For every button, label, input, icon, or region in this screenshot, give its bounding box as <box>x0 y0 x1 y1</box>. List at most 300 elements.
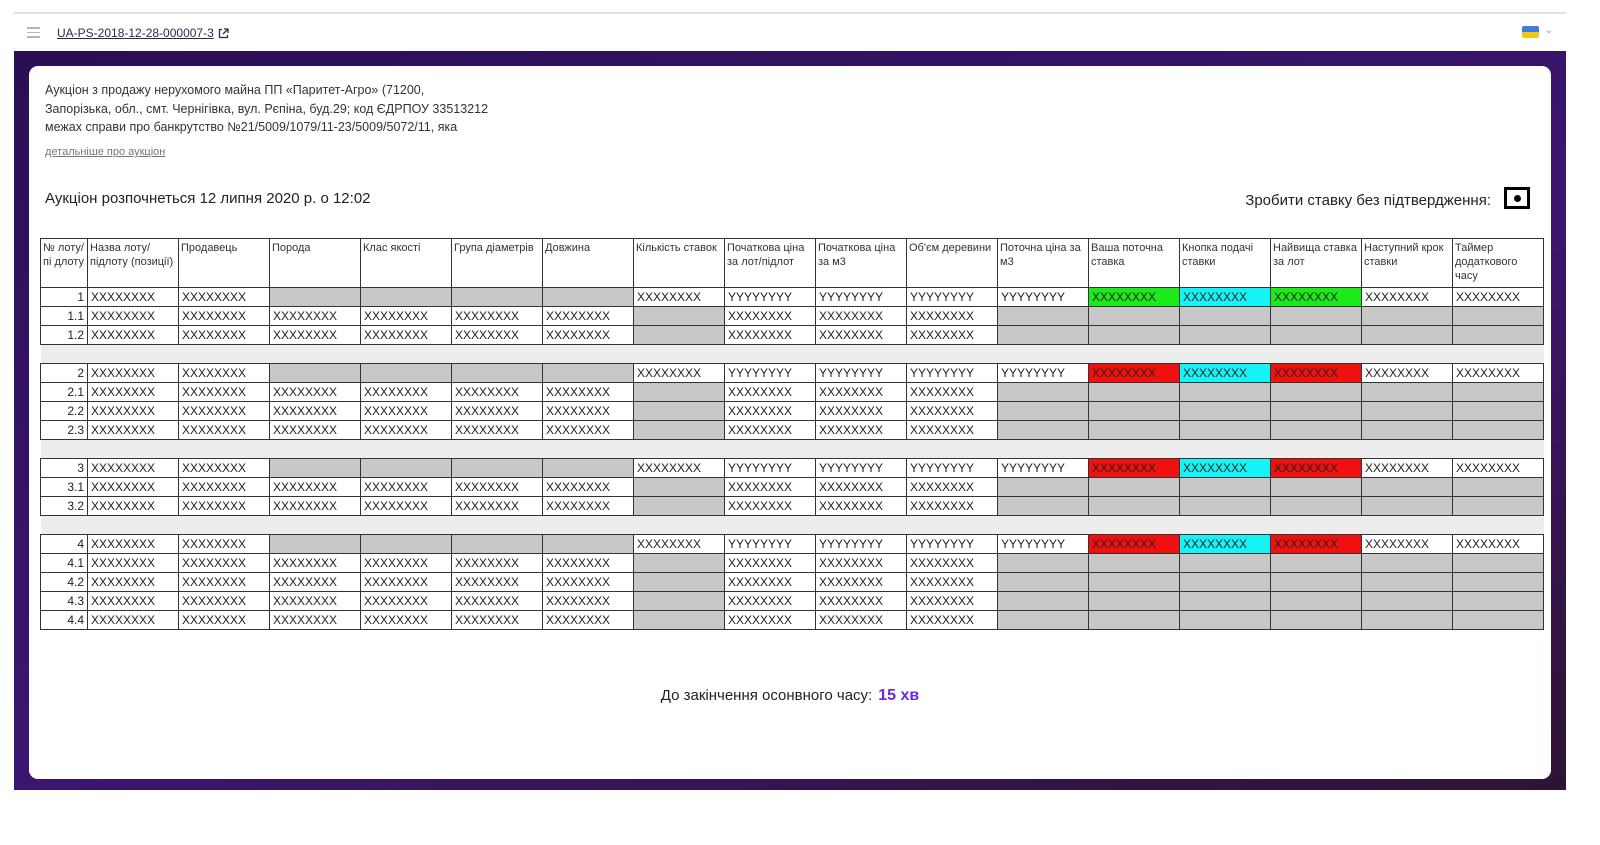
table-cell <box>1089 402 1180 421</box>
table-cell: XXXXXXXX <box>361 573 452 592</box>
lot-number-cell: 2 <box>41 364 88 383</box>
table-cell: YYYYYYYY <box>998 535 1089 554</box>
chevron-down-icon[interactable]: ⌄ <box>1544 25 1553 36</box>
table-cell <box>634 383 725 402</box>
table-cell: YYYYYYYY <box>816 288 907 307</box>
table-cell: YYYYYYYY <box>725 364 816 383</box>
table-cell: XXXXXXXX <box>361 402 452 421</box>
table-cell <box>1362 554 1453 573</box>
table-cell: YYYYYYYY <box>998 364 1089 383</box>
countdown-value: 15 хв <box>878 687 920 704</box>
table-cell <box>1271 497 1362 516</box>
column-header: Поточна ціна за м3 <box>998 239 1089 288</box>
table-cell <box>543 288 634 307</box>
table-cell <box>1453 402 1544 421</box>
table-cell: XXXXXXXX <box>88 288 179 307</box>
checkbox-dot-icon <box>1514 195 1521 202</box>
table-cell: XXXXXXXX <box>543 402 634 421</box>
table-cell: XXXXXXXX <box>1271 288 1362 307</box>
table-cell: XXXXXXXX <box>816 383 907 402</box>
table-cell: XXXXXXXX <box>725 421 816 440</box>
table-cell <box>361 288 452 307</box>
sublot-row <box>41 326 1544 345</box>
table-cell: XXXXXXXX <box>725 478 816 497</box>
table-cell: XXXXXXXX <box>725 573 816 592</box>
table-cell <box>1453 592 1544 611</box>
table-cell: XXXXXXXX <box>270 383 361 402</box>
table-cell: XXXXXXXX <box>179 421 270 440</box>
lot-row <box>41 288 1544 307</box>
table-cell: XXXXXXXX <box>1271 459 1362 478</box>
table-cell: XXXXXXXX <box>452 611 543 630</box>
table-cell: XXXXXXXX <box>452 326 543 345</box>
countdown <box>29 687 1551 705</box>
table-cell: XXXXXXXX <box>907 402 998 421</box>
table-cell <box>1271 383 1362 402</box>
table-cell <box>1089 307 1180 326</box>
lot-number-cell: 4.1 <box>41 554 88 573</box>
table-cell: YYYYYYYY <box>725 288 816 307</box>
table-cell: XXXXXXXX <box>634 364 725 383</box>
table-cell: XXXXXXXX <box>270 592 361 611</box>
table-cell: XXXXXXXX <box>179 554 270 573</box>
sublot-row <box>41 402 1544 421</box>
column-header: Продавець <box>179 239 270 288</box>
lot-number-cell: 2.3 <box>41 421 88 440</box>
table-cell: XXXXXXXX <box>361 554 452 573</box>
table-cell: XXXXXXXX <box>270 421 361 440</box>
table-cell: XXXXXXXX <box>270 573 361 592</box>
table-cell <box>1180 478 1271 497</box>
table-cell: XXXXXXXX <box>816 307 907 326</box>
table-cell <box>634 573 725 592</box>
table-cell <box>1362 326 1453 345</box>
table-cell: XXXXXXXX <box>543 421 634 440</box>
table-cell <box>998 497 1089 516</box>
lot-row <box>41 535 1544 554</box>
table-cell <box>634 307 725 326</box>
no-confirm-label: Зробити ставку без підтвердження: <box>1245 192 1491 209</box>
lot-number-cell: 4 <box>41 535 88 554</box>
table-cell: XXXXXXXX <box>88 478 179 497</box>
table-cell <box>1453 497 1544 516</box>
auction-card <box>29 66 1551 779</box>
table-cell: XXXXXXXX <box>179 288 270 307</box>
table-cell: XXXXXXXX <box>816 611 907 630</box>
table-cell <box>1180 573 1271 592</box>
table-cell: YYYYYYYY <box>725 459 816 478</box>
table-cell: XXXXXXXX <box>907 307 998 326</box>
table-cell: XXXXXXXX <box>179 573 270 592</box>
sublot-row <box>41 307 1544 326</box>
table-cell <box>998 478 1089 497</box>
table-cell: XXXXXXXX <box>725 307 816 326</box>
table-cell: XXXXXXXX <box>1362 459 1453 478</box>
auction-description: Аукціон з продажу нерухомого майна ПП «Паритет-Агро» (71200, Запорізька, обл., смт. Чернігівка, вул. Рєпіна, буд.29; код ЄДРПОУ 33513212 межах справи про банкрутство №21/5009/1079/11-23/5009/5072/11, яка <box>45 83 489 134</box>
table-cell: XXXXXXXX <box>907 611 998 630</box>
table-cell <box>1089 421 1180 440</box>
table-cell <box>634 497 725 516</box>
column-header: Група діаметрів <box>452 239 543 288</box>
column-header: Об'єм деревини <box>907 239 998 288</box>
sublot-row <box>41 592 1544 611</box>
table-cell: XXXXXXXX <box>543 592 634 611</box>
table-cell: XXXXXXXX <box>1362 535 1453 554</box>
table-cell: XXXXXXXX <box>816 421 907 440</box>
column-header: № лоту/пі длоту <box>41 239 88 288</box>
submit-bid-button[interactable]: XXXXXXXX <box>1180 364 1271 383</box>
table-cell: XXXXXXXX <box>88 459 179 478</box>
table-cell: XXXXXXXX <box>361 592 452 611</box>
sublot-row <box>41 478 1544 497</box>
column-header: Довжина <box>543 239 634 288</box>
submit-bid-button[interactable]: XXXXXXXX <box>1180 459 1271 478</box>
table-cell: XXXXXXXX <box>179 611 270 630</box>
table-cell: XXXXXXXX <box>88 307 179 326</box>
table-cell: XXXXXXXX <box>1089 459 1180 478</box>
table-cell: XXXXXXXX <box>816 573 907 592</box>
table-cell: XXXXXXXX <box>179 459 270 478</box>
table-cell: XXXXXXXX <box>634 459 725 478</box>
lot-number-cell: 3.1 <box>41 478 88 497</box>
table-cell: XXXXXXXX <box>179 535 270 554</box>
table-cell <box>1180 611 1271 630</box>
table-cell: XXXXXXXX <box>816 554 907 573</box>
top-bar <box>14 14 1566 51</box>
table-cell: XXXXXXXX <box>543 554 634 573</box>
table-cell <box>1362 402 1453 421</box>
table-cell: XXXXXXXX <box>816 402 907 421</box>
table-cell <box>634 421 725 440</box>
table-cell: XXXXXXXX <box>907 326 998 345</box>
table-cell: XXXXXXXX <box>1271 535 1362 554</box>
table-cell <box>1089 573 1180 592</box>
table-cell: XXXXXXXX <box>361 307 452 326</box>
table-cell <box>634 326 725 345</box>
table-cell <box>1089 326 1180 345</box>
table-cell: XXXXXXXX <box>634 535 725 554</box>
table-cell <box>1362 573 1453 592</box>
table-cell: XXXXXXXX <box>88 421 179 440</box>
lots-table <box>40 238 1544 630</box>
table-cell <box>1089 383 1180 402</box>
separator-cell <box>41 440 1544 459</box>
table-cell <box>1271 554 1362 573</box>
table-cell: XXXXXXXX <box>270 307 361 326</box>
table-cell <box>998 326 1089 345</box>
table-cell: XXXXXXXX <box>270 402 361 421</box>
table-cell: XXXXXXXX <box>270 497 361 516</box>
column-header: Таймер додаткового часу <box>1453 239 1544 288</box>
table-cell <box>1271 326 1362 345</box>
table-cell <box>1453 478 1544 497</box>
table-cell <box>1362 421 1453 440</box>
table-cell <box>270 459 361 478</box>
table-cell: XXXXXXXX <box>1453 364 1544 383</box>
table-cell <box>1453 573 1544 592</box>
table-cell <box>1180 326 1271 345</box>
table-cell: XXXXXXXX <box>907 383 998 402</box>
table-cell <box>1453 326 1544 345</box>
table-cell <box>361 535 452 554</box>
table-cell <box>1271 478 1362 497</box>
table-cell <box>452 459 543 478</box>
table-cell: XXXXXXXX <box>88 402 179 421</box>
table-cell: XXXXXXXX <box>270 554 361 573</box>
table-cell <box>1271 421 1362 440</box>
table-cell <box>1180 383 1271 402</box>
table-cell: XXXXXXXX <box>88 592 179 611</box>
lot-number-cell: 1 <box>41 288 88 307</box>
lot-number-cell: 3.2 <box>41 497 88 516</box>
auction-id-link[interactable] <box>57 26 229 40</box>
table-cell: XXXXXXXX <box>1089 535 1180 554</box>
table-cell: XXXXXXXX <box>543 611 634 630</box>
table-cell: XXXXXXXX <box>361 421 452 440</box>
table-cell: XXXXXXXX <box>88 326 179 345</box>
table-cell <box>270 364 361 383</box>
table-cell <box>634 554 725 573</box>
table-cell: XXXXXXXX <box>543 383 634 402</box>
table-cell <box>1453 383 1544 402</box>
table-cell <box>634 478 725 497</box>
auction-id-text: UA-PS-2018-12-28-000007-3 <box>57 26 214 40</box>
column-header: Порода <box>270 239 361 288</box>
table-cell: XXXXXXXX <box>452 402 543 421</box>
table-cell: XXXXXXXX <box>270 478 361 497</box>
table-cell: XXXXXXXX <box>816 478 907 497</box>
lot-number-cell: 4.2 <box>41 573 88 592</box>
table-cell: YYYYYYYY <box>907 459 998 478</box>
table-cell <box>998 573 1089 592</box>
column-header: Назва лоту/підлоту (позиції) <box>88 239 179 288</box>
table-cell: XXXXXXXX <box>543 326 634 345</box>
submit-bid-button[interactable]: XXXXXXXX <box>1180 535 1271 554</box>
table-cell: XXXXXXXX <box>88 364 179 383</box>
table-cell <box>1271 611 1362 630</box>
table-cell <box>361 459 452 478</box>
table-cell: XXXXXXXX <box>543 478 634 497</box>
table-cell: YYYYYYYY <box>816 535 907 554</box>
table-cell: XXXXXXXX <box>88 573 179 592</box>
no-confirm-checkbox[interactable] <box>1504 187 1530 209</box>
table-cell: XXXXXXXX <box>88 554 179 573</box>
table-cell <box>998 307 1089 326</box>
table-cell: YYYYYYYY <box>998 288 1089 307</box>
table-cell: XXXXXXXX <box>816 326 907 345</box>
table-cell: XXXXXXXX <box>452 478 543 497</box>
column-header: Ваша поточна ставка <box>1089 239 1180 288</box>
table-cell: XXXXXXXX <box>361 383 452 402</box>
table-cell: XXXXXXXX <box>1089 364 1180 383</box>
table-cell: YYYYYYYY <box>998 459 1089 478</box>
table-cell: XXXXXXXX <box>543 307 634 326</box>
table-cell <box>998 383 1089 402</box>
table-cell <box>1089 554 1180 573</box>
table-cell <box>452 288 543 307</box>
table-cell: XXXXXXXX <box>88 497 179 516</box>
table-cell <box>270 535 361 554</box>
table-cell <box>543 535 634 554</box>
column-header: Найвища ставка за лот <box>1271 239 1362 288</box>
table-cell <box>998 554 1089 573</box>
sublot-row <box>41 497 1544 516</box>
table-cell: XXXXXXXX <box>907 554 998 573</box>
auction-start-text: Аукціон розпочнеться 12 липня 2020 р. о 12:02 <box>45 190 371 207</box>
table-cell: XXXXXXXX <box>361 497 452 516</box>
table-cell <box>1271 592 1362 611</box>
table-cell <box>452 364 543 383</box>
table-cell <box>1180 307 1271 326</box>
submit-bid-button[interactable]: XXXXXXXX <box>1180 288 1271 307</box>
lot-row <box>41 364 1544 383</box>
table-cell: XXXXXXXX <box>179 326 270 345</box>
table-cell: XXXXXXXX <box>816 497 907 516</box>
table-cell: YYYYYYYY <box>725 535 816 554</box>
ukraine-flag-icon[interactable] <box>1522 26 1539 38</box>
table-cell: XXXXXXXX <box>1453 535 1544 554</box>
table-cell <box>634 592 725 611</box>
table-cell: XXXXXXXX <box>725 326 816 345</box>
table-cell <box>1362 478 1453 497</box>
table-cell: XXXXXXXX <box>1362 364 1453 383</box>
table-cell <box>1453 307 1544 326</box>
table-cell: XXXXXXXX <box>179 592 270 611</box>
table-cell: XXXXXXXX <box>816 592 907 611</box>
sublot-row <box>41 554 1544 573</box>
table-cell: XXXXXXXX <box>361 478 452 497</box>
lot-separator-row <box>41 440 1544 459</box>
table-cell: XXXXXXXX <box>179 364 270 383</box>
table-cell: XXXXXXXX <box>907 497 998 516</box>
column-header: Кнопка подачі ставки <box>1180 239 1271 288</box>
lot-separator-row <box>41 345 1544 364</box>
table-cell <box>1180 554 1271 573</box>
table-cell: XXXXXXXX <box>907 478 998 497</box>
table-cell <box>270 288 361 307</box>
table-cell: XXXXXXXX <box>361 326 452 345</box>
table-cell <box>1089 497 1180 516</box>
auction-details-link[interactable]: детальніше про аукціон <box>45 146 166 158</box>
table-cell: YYYYYYYY <box>816 459 907 478</box>
sublot-row <box>41 421 1544 440</box>
column-header: Клас якості <box>361 239 452 288</box>
table-cell: XXXXXXXX <box>543 497 634 516</box>
table-cell <box>1180 421 1271 440</box>
table-cell: XXXXXXXX <box>725 383 816 402</box>
column-header: Наступний крок ставки <box>1362 239 1453 288</box>
table-cell: XXXXXXXX <box>725 554 816 573</box>
table-cell <box>1362 383 1453 402</box>
table-cell: XXXXXXXX <box>1089 288 1180 307</box>
table-cell <box>1180 497 1271 516</box>
table-cell <box>1362 611 1453 630</box>
table-cell: XXXXXXXX <box>179 307 270 326</box>
sublot-row <box>41 611 1544 630</box>
page-frame <box>14 51 1566 790</box>
table-cell: XXXXXXXX <box>907 592 998 611</box>
table-cell <box>543 364 634 383</box>
table-cell: XXXXXXXX <box>634 288 725 307</box>
lot-number-cell: 3 <box>41 459 88 478</box>
table-cell: YYYYYYYY <box>907 364 998 383</box>
table-cell: XXXXXXXX <box>361 611 452 630</box>
column-header: Кількість ставок <box>634 239 725 288</box>
external-link-icon <box>218 28 229 39</box>
separator-cell <box>41 345 1544 364</box>
table-cell <box>1089 478 1180 497</box>
table-cell <box>361 364 452 383</box>
table-cell: YYYYYYYY <box>907 535 998 554</box>
table-cell: XXXXXXXX <box>725 592 816 611</box>
table-cell <box>1453 611 1544 630</box>
table-cell <box>1271 573 1362 592</box>
table-cell <box>1271 402 1362 421</box>
table-cell: XXXXXXXX <box>1271 364 1362 383</box>
lot-number-cell: 4.3 <box>41 592 88 611</box>
table-cell: XXXXXXXX <box>1362 288 1453 307</box>
table-cell <box>1362 307 1453 326</box>
table-cell <box>1453 554 1544 573</box>
table-cell: XXXXXXXX <box>452 554 543 573</box>
table-cell: XXXXXXXX <box>179 402 270 421</box>
table-cell: YYYYYYYY <box>816 364 907 383</box>
table-cell: XXXXXXXX <box>452 307 543 326</box>
table-cell: XXXXXXXX <box>270 326 361 345</box>
table-cell: YYYYYYYY <box>907 288 998 307</box>
table-cell <box>1453 421 1544 440</box>
table-cell: XXXXXXXX <box>452 421 543 440</box>
table-cell: XXXXXXXX <box>179 497 270 516</box>
table-cell: XXXXXXXX <box>452 592 543 611</box>
table-cell: XXXXXXXX <box>543 573 634 592</box>
table-cell: XXXXXXXX <box>725 402 816 421</box>
table-cell <box>1271 307 1362 326</box>
table-cell: XXXXXXXX <box>452 383 543 402</box>
lot-number-cell: 1.2 <box>41 326 88 345</box>
table-cell: XXXXXXXX <box>179 478 270 497</box>
table-header-row <box>41 239 1544 288</box>
lot-number-cell: 2.2 <box>41 402 88 421</box>
table-cell <box>1180 402 1271 421</box>
table-cell: XXXXXXXX <box>907 573 998 592</box>
menu-icon[interactable] <box>27 27 40 41</box>
column-header: Початкова ціна за м3 <box>816 239 907 288</box>
table-cell: XXXXXXXX <box>179 383 270 402</box>
sublot-row <box>41 383 1544 402</box>
table-cell <box>998 611 1089 630</box>
lot-number-cell: 2.1 <box>41 383 88 402</box>
table-cell: XXXXXXXX <box>88 611 179 630</box>
table-cell: XXXXXXXX <box>725 497 816 516</box>
countdown-label: До закінчення осонвного часу: <box>660 687 873 704</box>
table-cell <box>1362 592 1453 611</box>
table-cell <box>543 459 634 478</box>
table-cell <box>1089 611 1180 630</box>
table-cell <box>998 421 1089 440</box>
table-cell: XXXXXXXX <box>1453 288 1544 307</box>
table-cell <box>998 402 1089 421</box>
table-cell: XXXXXXXX <box>88 535 179 554</box>
table-cell <box>452 535 543 554</box>
table-cell: XXXXXXXX <box>88 383 179 402</box>
table-cell <box>1180 592 1271 611</box>
table-cell <box>998 592 1089 611</box>
column-header: Початкова ціна за лот/підлот <box>725 239 816 288</box>
lot-number-cell: 4.4 <box>41 611 88 630</box>
table-cell: XXXXXXXX <box>452 573 543 592</box>
lot-separator-row <box>41 516 1544 535</box>
